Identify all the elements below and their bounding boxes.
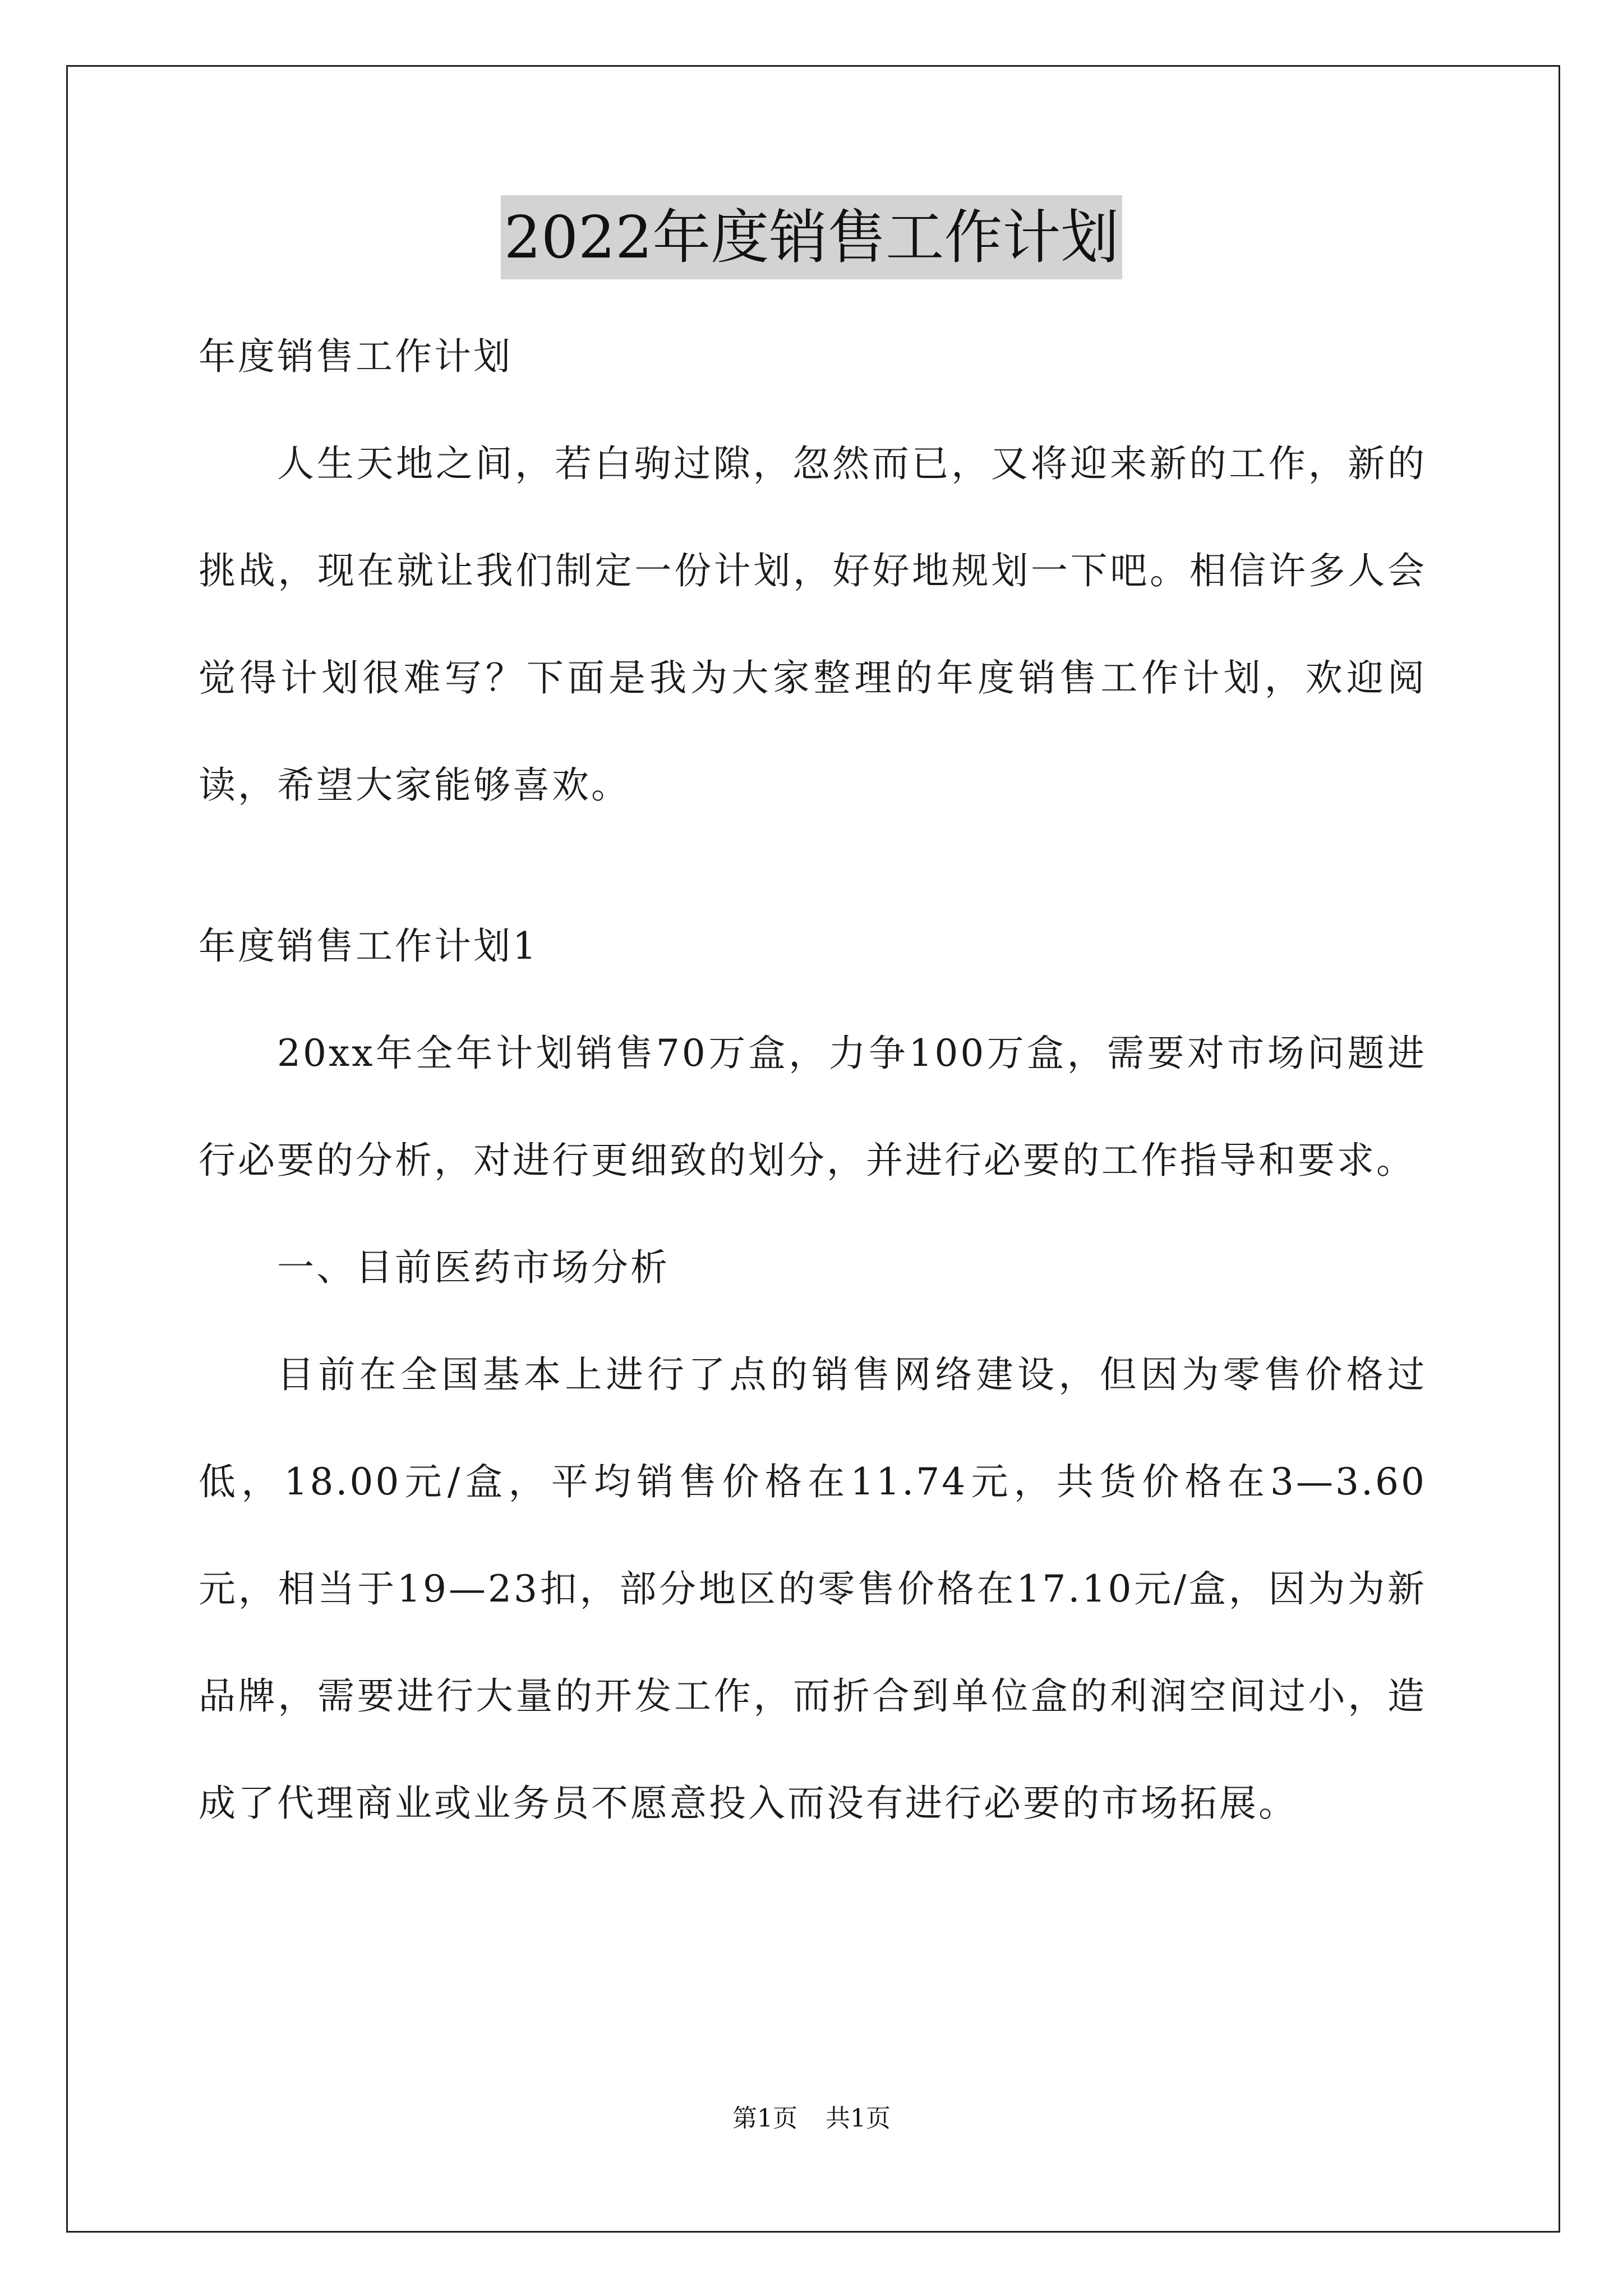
section-heading: 一、目前医药市场分析: [277, 1246, 670, 1289]
subtitle: 年度销售工作计划: [199, 335, 513, 378]
market-analysis-paragraph: 目前在全国基本上进行了点的销售网络建设，但因为零售价格过低，18.00元/盒，平均销售价格在11.74元，共货价格在3—3.60元，相当于19—23扣，部分地区的零售价格在17.10元/盒，因为为新品牌，需要进行大量的开发工作，而折合到单位盒的利润空间过小，造成了代理商业或业务员不愿意投入而没有进行必要的市场拓展。: [199, 1353, 1427, 1825]
page-total: 共1页: [826, 2104, 891, 2133]
page-number: 第1页: [732, 2104, 797, 2133]
page-footer: [0, 2098, 1623, 2134]
plan-paragraph: 20xx年全年计划销售70万盒，力争100万盒，需要对市场问题进行必要的分析，对进行更细致的划分，并进行必要的工作指导和要求。: [199, 1032, 1427, 1182]
document-body: [199, 303, 1427, 1857]
document-title: 2022年度销售工作计划: [501, 195, 1123, 279]
title-container: [0, 195, 1623, 279]
intro-paragraph: 人生天地之间，若白驹过隙，忽然而已，又将迎来新的工作，新的挑战，现在就让我们制定一份计划，好好地规划一下吧。相信许多人会觉得计划很难写？下面是我为大家整理的年度销售工作计划，欢迎阅读，希望大家能够喜欢。: [199, 442, 1427, 807]
section-title: 年度销售工作计划1: [199, 924, 538, 968]
